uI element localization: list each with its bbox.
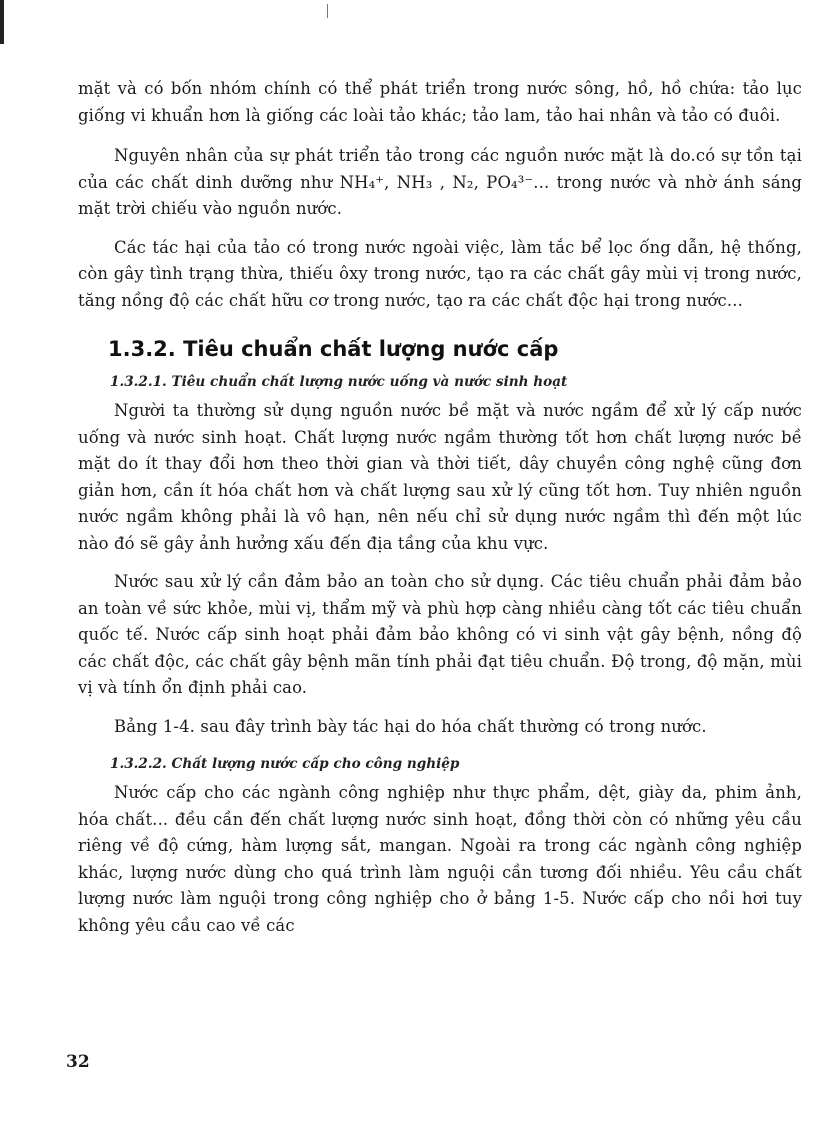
paragraph-table-reference: Bảng 1-4. sau đây trình bày tác hại do hóa chất thường có trong nước. (114, 716, 707, 736)
paragraph-algae-harms: Các tác hại của tảo có trong nước ngoài việc, làm tắc bể lọc ống dẫn, hệ thống, còn gây tình trạng thừa, thiếu ôxy trong nước, tạo ra các chất gây mùi vị trong nước, tăng nồng độ các chất hữu cơ trong nước, tạo ra các chất độc hại trong nước... (78, 237, 802, 310)
paragraph-safety-standards: Nước sau xử lý cần đảm bảo an toàn cho sử dụng. Các tiêu chuẩn phải đảm bảo an toàn về sức khỏe, mùi vị, thẩm mỹ và phù hợp càng nhiều càng tốt các tiêu chuẩn quốc tế. Nước cấp sinh hoạt phải đảm bảo không có vi sinh vật gây bệnh, nồng độ các chất độc, các chất gây bệnh mãn tính phải đạt tiêu chuẩn. Độ trong, độ mặn, mùi vị và tính ổn định phải cao. (78, 572, 802, 697)
section-heading: 1.3.2. Tiêu chuẩn chất lượng nước cấp (108, 337, 559, 361)
paragraph-algae-causes: Nguyên nhân của sự phát triển tảo trong các nguồn nước mặt là do.có sự tồn tại của các chất dinh dưỡng như NH₄⁺, NH₃ , N₂, PO₄³⁻... trong nước và nhờ ánh sáng mặt trời chiếu vào nguồn nước. (78, 146, 802, 218)
paragraph-industrial-water: Nước cấp cho các ngành công nghiệp như thực phẩm, dệt, giày da, phim ảnh, hóa chất... đều cần đến chất lượng nước sinh hoạt, đồng thời còn có những yêu cầu riêng về độ cứng, hàm lượng sắt, mangan. Ngoài ra trong các ngành công nghiệp khác, lượng nước dùng cho quá trình làm nguội cần tương đối nhiều. Yêu cầu chất lượng nước làm nguội trong công nghiệp cho ở bảng 1-5. Nước cấp cho nồi hơi tuy không yêu cầu cao về các (78, 783, 802, 935)
scan-artifact (327, 4, 328, 18)
page-body (78, 76, 802, 951)
scan-edge-mark (0, 0, 4, 44)
paragraph-water-sources: Người ta thường sử dụng nguồn nước bề mặt và nước ngầm để xử lý cấp nước uống và nước sinh hoạt. Chất lượng nước ngầm thường tốt hơn chất lượng nước bề mặt do ít thay đổi hơn theo thời gian và thời tiết, dây chuyền công nghệ cũng đơn giản hơn, cần ít hóa chất hơn và chất lượng sau xử lý cũng tốt hơn. Tuy nhiên nguồn nước ngầm không phải là vô hạn, nên nếu chỉ sử dụng nước ngầm thì đến một lúc nào đó sẽ gây ảnh hưởng xấu đến địa tầng của khu vực. (78, 401, 802, 553)
subsection-heading-industrial-water: 1.3.2.2. Chất lượng nước cấp cho công nghiệp (110, 756, 460, 772)
subsection-heading-drinking-water: 1.3.2.1. Tiêu chuẩn chất lượng nước uống và nước sinh hoạt (110, 374, 568, 390)
paragraph-algae-groups: mặt và có bốn nhóm chính có thể phát triển trong nước sông, hồ, hồ chứa: tảo lục giống vi khuẩn hơn là giống các loài tảo khác; tảo lam, tảo hai nhân và tảo có đuôi. (78, 79, 802, 125)
page-number: 32 (66, 1052, 90, 1072)
